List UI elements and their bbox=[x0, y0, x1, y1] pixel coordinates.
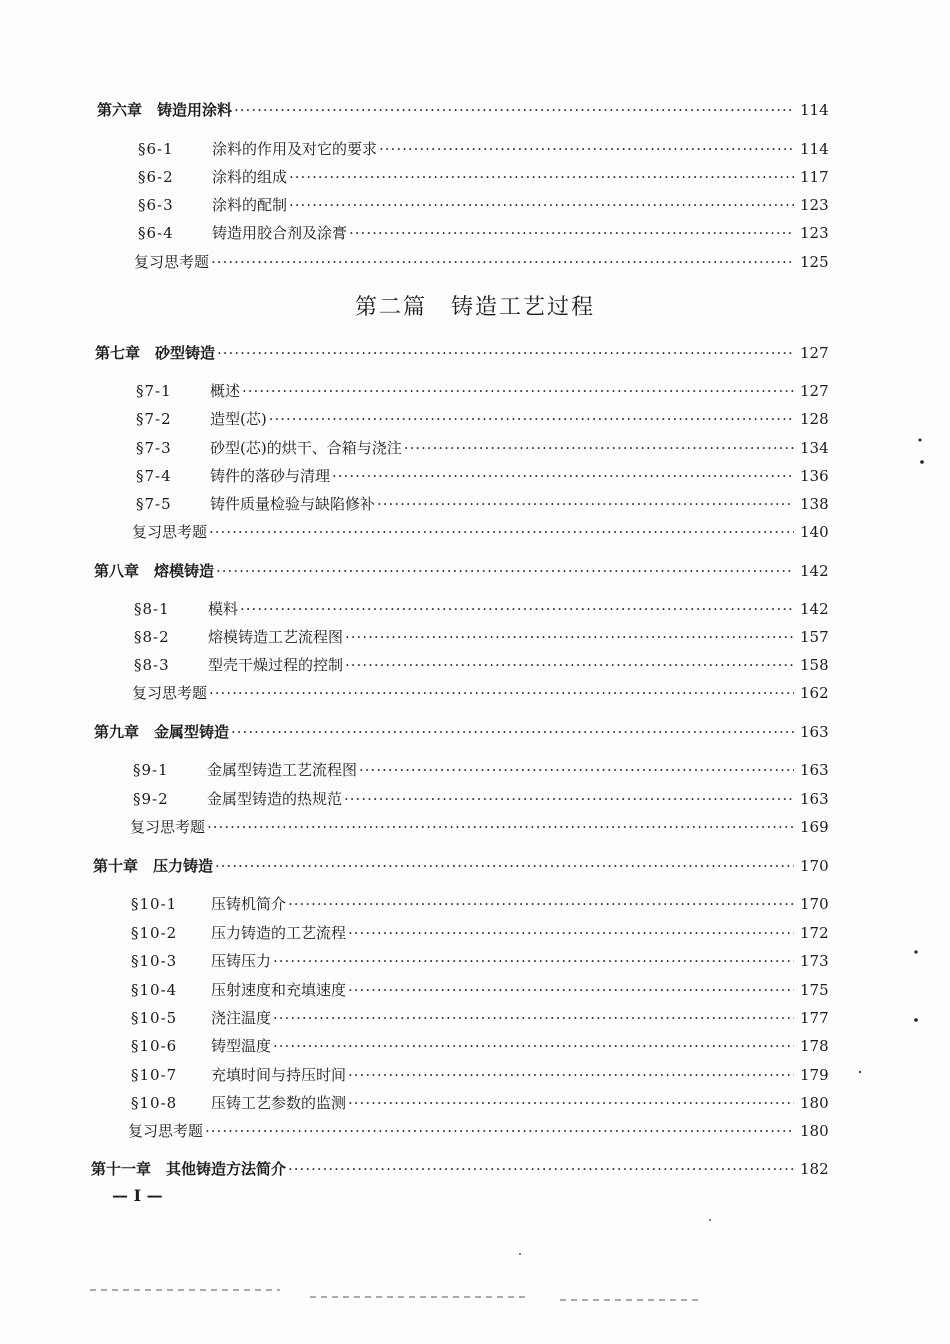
review-title: 复习思考题 bbox=[134, 253, 210, 271]
section-title: 压射速度和充填速度 bbox=[211, 981, 347, 999]
page-footer-mark: — I — bbox=[112, 1186, 163, 1205]
section-number: §8-2 bbox=[134, 628, 170, 646]
section-title: 压铸压力 bbox=[211, 952, 272, 970]
section-title: 型壳干燥过程的控制 bbox=[208, 656, 344, 674]
page-number: 134 bbox=[800, 439, 829, 457]
page-number: 123 bbox=[800, 196, 829, 214]
section-number: §7-2 bbox=[136, 410, 172, 428]
section-title: 涂料的配制 bbox=[212, 196, 288, 214]
page-number: 158 bbox=[800, 656, 829, 674]
page-number: 138 bbox=[800, 495, 829, 513]
page-number: 169 bbox=[800, 818, 829, 836]
section-title: 充填时间与持压时间 bbox=[211, 1066, 347, 1084]
review-title: 复习思考题 bbox=[132, 684, 208, 702]
section-number: §10-7 bbox=[131, 1066, 178, 1084]
page-number: 125 bbox=[800, 253, 829, 271]
chapter-title: 第七章 砂型铸造 bbox=[95, 344, 216, 362]
part-title: 第二篇 铸造工艺过程 bbox=[354, 295, 595, 320]
section-number: §10-2 bbox=[131, 924, 178, 942]
section-number: §6-4 bbox=[138, 224, 174, 242]
page-number: 172 bbox=[800, 924, 829, 942]
section-number: §9-2 bbox=[133, 790, 169, 808]
page-number: 178 bbox=[800, 1037, 829, 1055]
section-title: 压铸工艺参数的监测 bbox=[211, 1094, 347, 1112]
section-title: 铸件质量检验与缺陷修补 bbox=[210, 495, 376, 513]
section-title: 金属型铸造的热规范 bbox=[207, 790, 343, 808]
page-number: 180 bbox=[800, 1094, 829, 1112]
section-title: 造型(芯) bbox=[210, 410, 267, 428]
page-number: 114 bbox=[800, 101, 829, 119]
section-number: §10-6 bbox=[131, 1037, 178, 1055]
page-number: 177 bbox=[800, 1009, 829, 1027]
page-number: 175 bbox=[800, 981, 829, 999]
section-number: §7-3 bbox=[136, 439, 172, 457]
section-title: 浇注温度 bbox=[211, 1009, 272, 1027]
page-number: 162 bbox=[800, 684, 829, 702]
section-title: 压铸机简介 bbox=[211, 895, 287, 913]
section-title: 铸型温度 bbox=[211, 1037, 272, 1055]
chapter-title: 第六章 铸造用涂料 bbox=[97, 101, 233, 119]
page-number: 136 bbox=[800, 467, 829, 485]
review-title: 复习思考题 bbox=[128, 1122, 204, 1140]
section-title: 概述 bbox=[210, 382, 241, 400]
section-number: §10-5 bbox=[131, 1009, 178, 1027]
chapter-title: 第九章 金属型铸造 bbox=[94, 723, 230, 741]
section-title: 铸造用胶合剂及涂膏 bbox=[212, 224, 348, 242]
section-number: §7-4 bbox=[136, 467, 172, 485]
section-number: §7-5 bbox=[136, 495, 172, 513]
section-number: §6-3 bbox=[138, 196, 174, 214]
page-number: 163 bbox=[800, 790, 829, 808]
page-number: 127 bbox=[800, 382, 829, 400]
section-title: 涂料的组成 bbox=[212, 168, 288, 186]
page-number: 170 bbox=[800, 857, 829, 875]
page-number: 127 bbox=[800, 344, 829, 362]
section-number: §6-1 bbox=[138, 140, 174, 158]
section-title: 铸件的落砂与清理 bbox=[210, 467, 331, 485]
section-title: 模料 bbox=[208, 600, 239, 618]
review-title: 复习思考题 bbox=[130, 818, 206, 836]
section-number: §8-1 bbox=[134, 600, 170, 618]
page-number: 163 bbox=[800, 761, 829, 779]
page-number: 128 bbox=[800, 410, 829, 428]
section-number: §7-1 bbox=[136, 382, 172, 400]
page-number: 173 bbox=[800, 952, 829, 970]
page-number: 179 bbox=[800, 1066, 829, 1084]
page-number: 123 bbox=[800, 224, 829, 242]
section-title: 砂型(芯)的烘干、合箱与浇注 bbox=[210, 439, 402, 457]
section-number: §9-1 bbox=[133, 761, 169, 779]
page-number: 142 bbox=[800, 562, 829, 580]
page-number: 157 bbox=[800, 628, 829, 646]
page-number: 170 bbox=[800, 895, 829, 913]
section-title: 涂料的作用及对它的要求 bbox=[212, 140, 378, 158]
page-number: 140 bbox=[800, 523, 829, 541]
page-number: 117 bbox=[800, 168, 829, 186]
chapter-title: 第十章 压力铸造 bbox=[93, 857, 214, 875]
section-title: 熔模铸造工艺流程图 bbox=[208, 628, 344, 646]
section-number: §10-4 bbox=[131, 981, 178, 999]
page-number: 182 bbox=[800, 1160, 829, 1178]
chapter-title: 第十一章 其他铸造方法简介 bbox=[91, 1160, 287, 1178]
chapter-title: 第八章 熔模铸造 bbox=[94, 562, 215, 580]
section-number: §6-2 bbox=[138, 168, 174, 186]
section-title: 金属型铸造工艺流程图 bbox=[207, 761, 358, 779]
page-number: 142 bbox=[800, 600, 829, 618]
section-number: §10-1 bbox=[131, 895, 178, 913]
section-number: §10-8 bbox=[131, 1094, 178, 1112]
page-number: 180 bbox=[800, 1122, 829, 1140]
section-number: §8-3 bbox=[134, 656, 170, 674]
section-number: §10-3 bbox=[131, 952, 178, 970]
review-title: 复习思考题 bbox=[132, 523, 208, 541]
section-title: 压力铸造的工艺流程 bbox=[211, 924, 347, 942]
page-number: 114 bbox=[800, 140, 829, 158]
page-number: 163 bbox=[800, 723, 829, 741]
